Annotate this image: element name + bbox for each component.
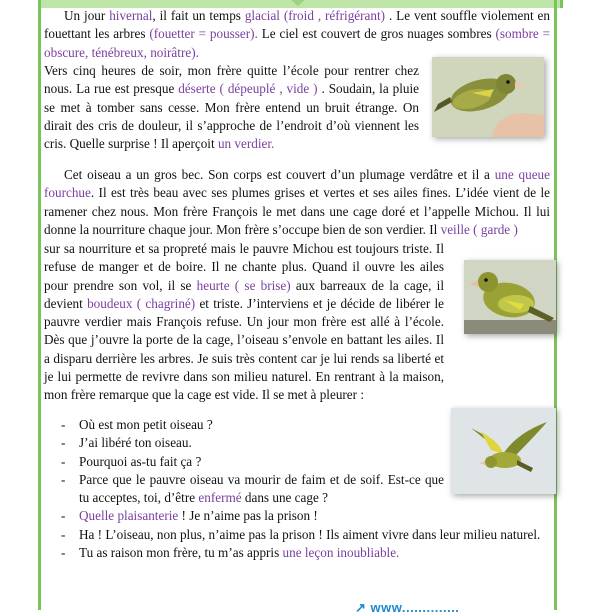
greenfinch-on-hand-photo: [432, 57, 544, 137]
text-run: Cet oiseau a un gros bec. Son corps est couvert d’un plumage verdâtre et il a: [64, 167, 495, 182]
text-run: Le ciel est couvert de gros nuages sombres: [257, 26, 496, 42]
vocab-word: (fouetter = pousser).: [149, 26, 258, 42]
story-paragraph-2-wrapped: [44, 240, 444, 405]
dialog-list-wide: [44, 526, 544, 563]
greenfinch-flying-photo: [451, 408, 556, 494]
greenfinch-perched-photo: [464, 260, 556, 334]
text-run: . Soudain, la pluie se met à tomber sans cesse. Mon frère entend un bruit étrange. On dirait des cris de douleur, il s’approche de l’endroit d’où viennent les cris. Quelle surprise ! Il aperçoit: [44, 81, 419, 152]
text-run: . Le vent souffle violement en fouettant les arbres: [44, 8, 550, 42]
vocab-word: Quelle plaisanterie: [79, 508, 179, 524]
vocab-word: enfermé: [198, 490, 242, 506]
text-run: Un jour: [64, 8, 110, 23]
story-paragraph-2: [44, 166, 550, 239]
vocab-word: déserte ( dépeuplé , vide ): [178, 81, 318, 97]
vocab-word: veille ( garde ): [440, 221, 518, 237]
vocab-word: une leçon inoubliable.: [282, 545, 400, 561]
story-paragraph-1: [44, 7, 550, 62]
vocab-word: une queue fourchue: [44, 167, 551, 201]
dialog-line: - Tu as raison mon frère, tu m’as appris une leçon inoubliable.: [61, 545, 400, 561]
dialog-line: - Ha ! L’oiseau, non plus, n’aime pas la prison ! Ils aiment vivre dans leur milieu naturel.: [61, 527, 541, 542]
text-run: aux barreaux de la cage, il devient: [44, 277, 444, 311]
dialog-list: [44, 416, 444, 526]
text-run: , il fait un temps: [152, 8, 245, 23]
dialog-line: - Quelle plaisanterie ! Je n’aime pas la prison !: [61, 508, 318, 524]
dialog-line: - Parce que le pauvre oiseau va mourir de faim et de soif. Est-ce que tu acceptes, toi, d’être enfermé dans une cage ?: [61, 471, 444, 506]
vocab-word: hivernal: [109, 8, 153, 23]
vocab-word: boudeux ( chagriné): [87, 295, 196, 311]
dialog-line: - Pourquoi as-tu fait ça ?: [61, 453, 202, 469]
text-run: et triste. J’interviens et je décide de libérer le pauvre verdier mais François refuse. Un jour mon frère est allé à l’école. Dès que j’ouvre la porte de la cage, l’oiseau s’envole en battant les ailes. Il a disparu derrière les arbres. Je suis très content car je lui rends sa liberté et je lui permette de revivre dans son milieu naturel. En rentrant à la maison, mon frère remarque que la cage est vide. Il se met à pleurer :: [44, 295, 444, 403]
site-logo: ↗ www..............: [355, 600, 460, 615]
story-paragraph-1-wrapped: [44, 62, 419, 153]
dialog-line: - J’ai libéré ton oiseau.: [61, 435, 192, 451]
vocab-word: un verdier.: [217, 136, 275, 152]
page-frame-left: [38, 0, 41, 610]
text-run: Vers cinq heures de soir, mon frère quitte l’école pour rentrer chez nous. La rue est presque: [44, 63, 419, 97]
vocab-word: glacial (froid , réfrigérant): [244, 8, 386, 23]
vocab-word: heurte ( se brise): [196, 277, 291, 293]
dialog-line: - Où est mon petit oiseau ?: [61, 417, 213, 432]
text-run: . Il est très beau avec ses plumes grises et vertes et ses ailes fines. L’idée vient de le ramener chez nous. Mon frère François le met dans une cage doré et l’appelle Michou. Il lui donne la nourriture chaque jour. Mon frère s’occupe bien de son verdier. Il: [44, 185, 550, 237]
text-run: sur sa nourriture et sa propreté mais le pauvre Michou est toujours triste. Il refuse de manger et de boire. Il ne chante plus. Quand il ouvre les ailes pour prendre son vol, il se: [44, 241, 444, 293]
vocab-word: (sombre = obscure, ténébreux, noirâtre).: [44, 26, 551, 60]
